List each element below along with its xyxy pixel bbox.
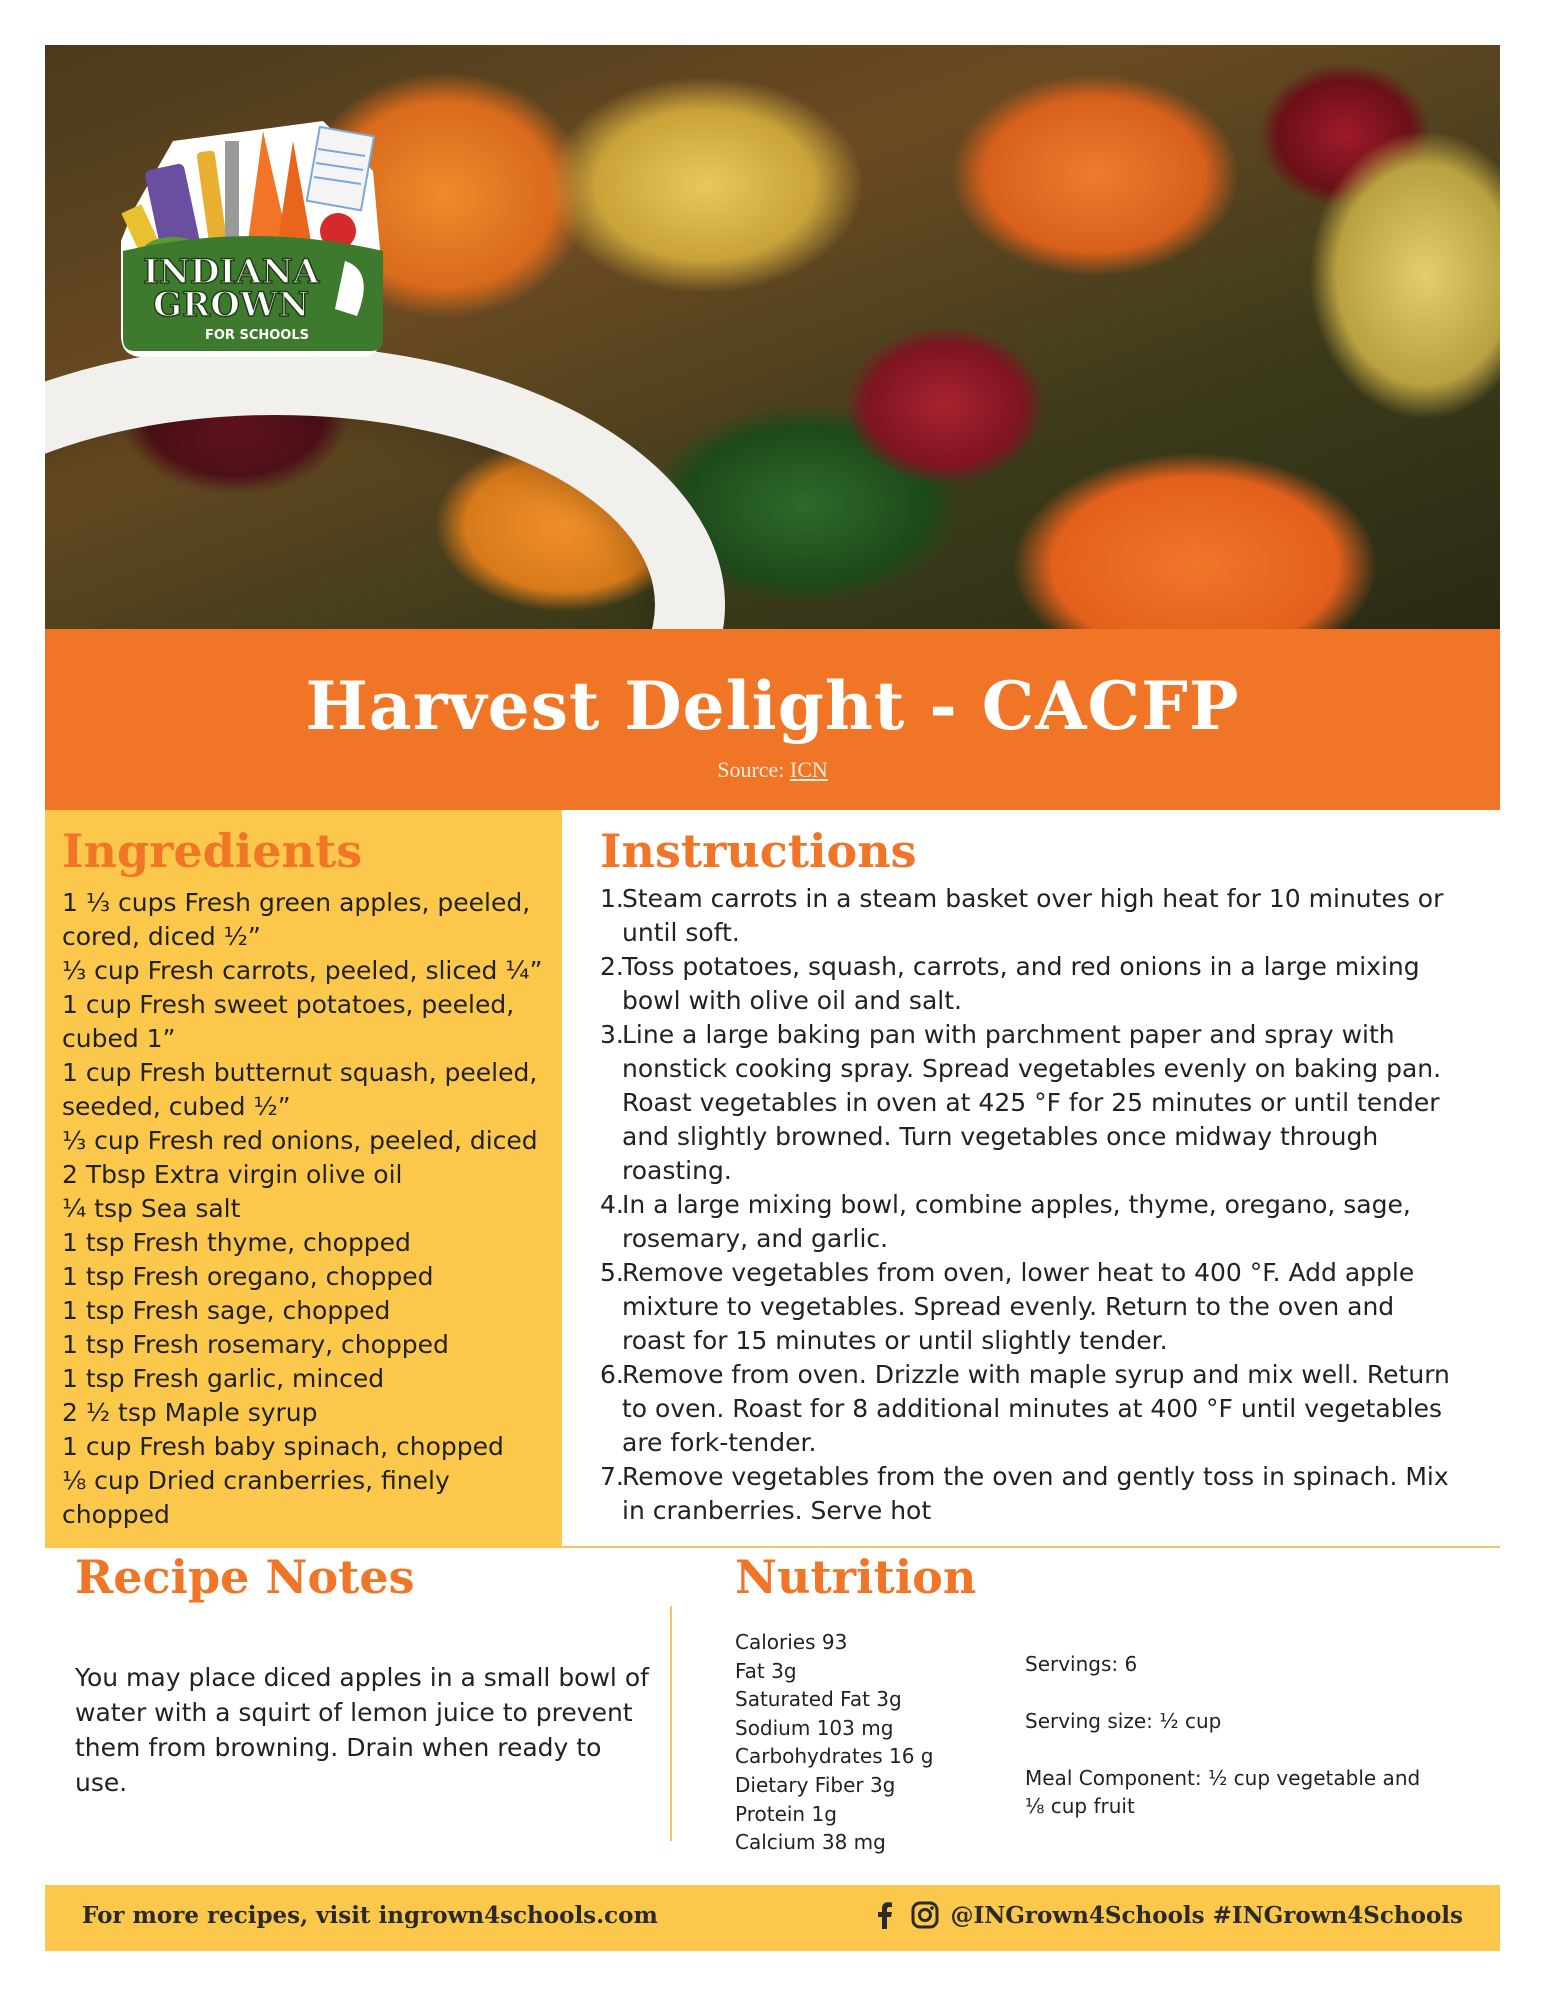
nutrition-fact: Calories 93 bbox=[735, 1630, 848, 1654]
nutrition-fact: Carbohydrates 16 g bbox=[735, 1744, 934, 1769]
step-number: 1. bbox=[600, 884, 624, 913]
ingredient-item: 1 cup Fresh butternut squash, peeled, seeded, cubed ½” bbox=[62, 1058, 538, 1121]
instructions-list bbox=[600, 882, 1460, 1528]
ingredient-item: 2 Tbsp Extra virgin olive oil bbox=[62, 1160, 403, 1189]
ingredient-item: ⅓ cup Fresh red onions, peeled, diced bbox=[62, 1126, 538, 1155]
ingredient-item: ¼ tsp Sea salt bbox=[62, 1194, 241, 1223]
serving-info bbox=[1025, 1650, 1425, 1849]
instruction-step bbox=[600, 1358, 1460, 1460]
step-text: Steam carrots in a steam basket over high heat for 10 minutes or until soft. bbox=[622, 884, 1444, 947]
instruction-step bbox=[600, 1256, 1460, 1358]
recipe-notes-heading: Recipe Notes bbox=[75, 1550, 415, 1604]
step-number: 6. bbox=[600, 1360, 624, 1389]
svg-text:GROWN: GROWN bbox=[153, 285, 310, 325]
step-text: Toss potatoes, squash, carrots, and red onions in a large mixing bowl with olive oil and salt. bbox=[622, 952, 1420, 1015]
ingredient-item: 1 tsp Fresh oregano, chopped bbox=[62, 1262, 434, 1291]
serving-size: Serving size: ½ cup bbox=[1025, 1709, 1222, 1733]
step-text: In a large mixing bowl, combine apples, thyme, oregano, sage, rosemary, and garlic. bbox=[622, 1190, 1411, 1253]
ingredients-panel bbox=[45, 810, 562, 1548]
step-text: Remove vegetables from oven, lower heat to 400 °F. Add apple mixture to vegetables. Spread evenly. Return to the oven and roast for 15 minutes or until slightly tender. bbox=[622, 1258, 1415, 1355]
ingredient-item: 1 cup Fresh sweet potatoes, peeled, cubed 1” bbox=[62, 990, 515, 1053]
recipe-notes-text: You may place diced apples in a small bowl of water with a squirt of lemon juice to prevent them from browning. Drain when ready to use. bbox=[75, 1663, 649, 1797]
facebook-icon[interactable] bbox=[870, 1900, 900, 1930]
ingredient-item: 1 cup Fresh baby spinach, chopped bbox=[62, 1432, 504, 1461]
ingredients-heading: Ingredients bbox=[62, 824, 363, 878]
step-text: Line a large baking pan with parchment paper and spray with nonstick cooking spray. Spread vegetables evenly on baking pan. Roast vegetables in oven at 425 °F for 25 minutes or until tender and slightly browned. Turn vegetables once midway through roasting. bbox=[622, 1020, 1442, 1185]
recipe-notes-panel bbox=[45, 1548, 665, 1848]
nutrition-heading: Nutrition bbox=[735, 1550, 977, 1604]
nutrition-fact: Saturated Fat 3g bbox=[735, 1687, 902, 1712]
source-link[interactable]: ICN bbox=[789, 757, 828, 782]
ingredient-item: 1 tsp Fresh garlic, minced bbox=[62, 1364, 385, 1393]
nutrition-fact: Fat 3g bbox=[735, 1658, 797, 1683]
ingredient-item: ⅓ cup Fresh carrots, peeled, sliced ¼” bbox=[62, 956, 543, 985]
instagram-icon[interactable] bbox=[910, 1900, 940, 1930]
svg-text:INDIANA: INDIANA bbox=[143, 252, 320, 292]
svg-text:FOR SCHOOLS: FOR SCHOOLS bbox=[205, 328, 309, 343]
instructions-panel bbox=[600, 810, 1500, 1540]
instruction-step bbox=[600, 1460, 1460, 1528]
nutrition-facts bbox=[735, 1628, 934, 1857]
step-number: 4. bbox=[600, 1190, 624, 1219]
instruction-step bbox=[600, 882, 1460, 950]
footer-social-handle: @INGrown4Schools #INGrown4Schools bbox=[950, 1901, 1463, 1929]
ingredient-item: 1 tsp Fresh sage, chopped bbox=[62, 1296, 391, 1325]
ingredient-item: 1 ⅓ cups Fresh green apples, peeled, cored, diced ½” bbox=[62, 888, 531, 951]
meal-component: Meal Component: ½ cup vegetable and ⅛ cup fruit bbox=[1025, 1766, 1421, 1818]
step-number: 2. bbox=[600, 952, 624, 981]
servings: Servings: 6 bbox=[1025, 1652, 1138, 1676]
hero-photo bbox=[45, 45, 1500, 629]
column-divider bbox=[670, 1606, 672, 1841]
ingredients-list bbox=[62, 886, 552, 1532]
bowl-rim bbox=[45, 345, 725, 629]
footer-website-text: For more recipes, visit ingrown4schools.com bbox=[82, 1902, 658, 1929]
indiana-grown-logo bbox=[113, 111, 395, 363]
title-band bbox=[45, 629, 1500, 810]
step-text: Remove from oven. Drizzle with maple syrup and mix well. Return to oven. Roast for 8 additional minutes at 400 °F until vegetables are fork-tender. bbox=[622, 1360, 1450, 1457]
instruction-step bbox=[600, 1018, 1460, 1188]
nutrition-fact: Calcium 38 mg bbox=[735, 1830, 886, 1855]
step-number: 5. bbox=[600, 1258, 624, 1287]
nutrition-fact: Dietary Fiber 3g bbox=[735, 1772, 896, 1797]
footer-bar bbox=[45, 1885, 1500, 1951]
nutrition-panel bbox=[735, 1548, 1500, 1855]
source-line bbox=[45, 757, 1500, 783]
nutrition-fact: Protein 1g bbox=[735, 1801, 837, 1826]
ingredient-item: 1 tsp Fresh rosemary, chopped bbox=[62, 1330, 449, 1359]
recipe-title: Harvest Delight - CACFP bbox=[305, 667, 1240, 745]
step-number: 7. bbox=[600, 1462, 624, 1491]
instructions-heading: Instructions bbox=[600, 824, 917, 878]
instruction-step bbox=[600, 1188, 1460, 1256]
nutrition-fact: Sodium 103 mg bbox=[735, 1715, 894, 1740]
ingredient-item: 1 tsp Fresh thyme, chopped bbox=[62, 1228, 411, 1257]
ingredient-item: ⅛ cup Dried cranberries, finely chopped bbox=[62, 1466, 450, 1529]
step-number: 3. bbox=[600, 1020, 624, 1049]
footer-social bbox=[870, 1900, 1463, 1930]
ingredient-item: 2 ½ tsp Maple syrup bbox=[62, 1398, 318, 1427]
instruction-step bbox=[600, 950, 1460, 1018]
step-text: Remove vegetables from the oven and gently toss in spinach. Mix in cranberries. Serve hot bbox=[622, 1462, 1449, 1525]
source-label: Source: bbox=[717, 757, 785, 782]
